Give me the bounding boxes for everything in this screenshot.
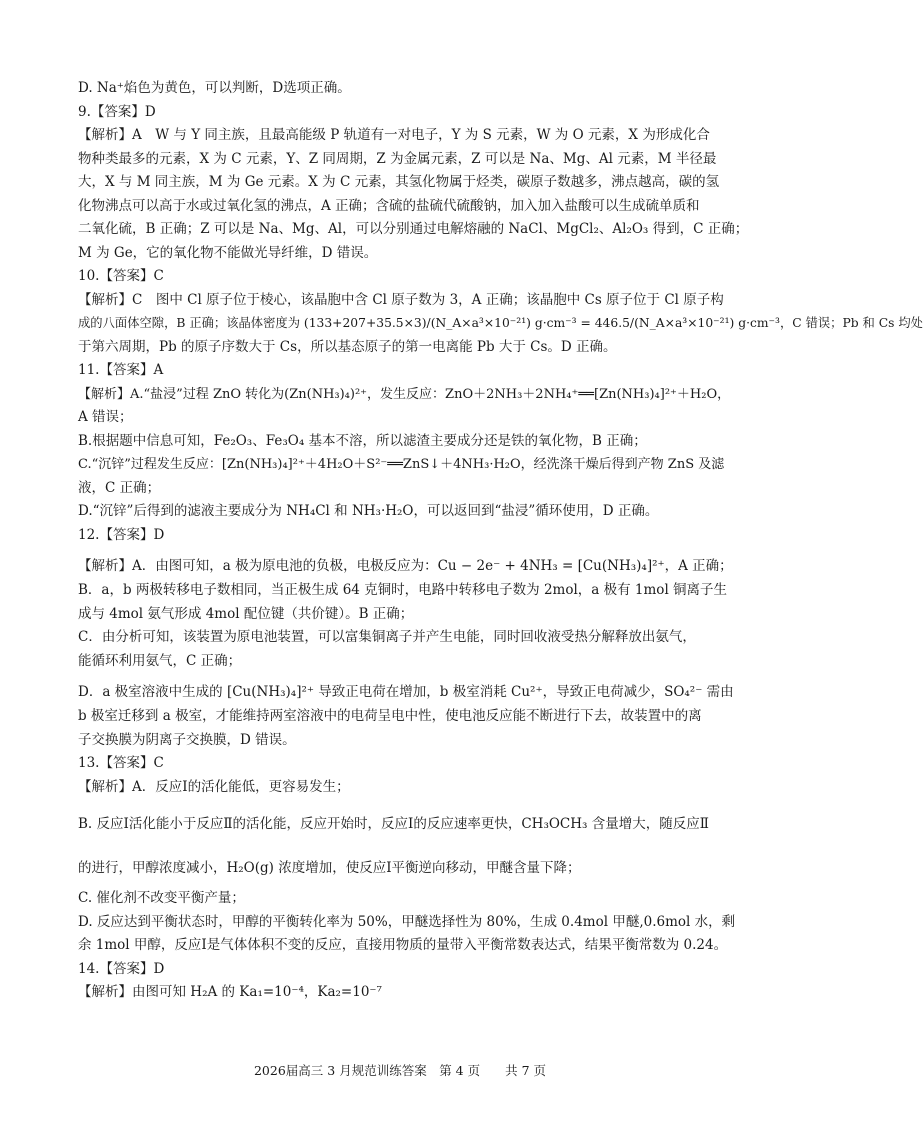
text-line: 物种类最多的元素，X 为 C 元素，Y、Z 同周期，Z 为金属元素，Z 可以是 Na、Mg、Al 元素，M 半径最 (78, 150, 717, 167)
density-formula-line: 成的八面体空隙，B 正确；该晶体密度为 (133+207+35.5×3)/(N_A×a³×10⁻²¹) g·cm⁻³ = 446.5/(N_A×a³×10⁻²¹) g·cm⁻³，C 错误；Pb 和 Cs 均处 (78, 316, 923, 330)
answer-heading-9: 9.【答案】D (78, 103, 156, 120)
text-line: C．由分析可知，该装置为原电池装置，可以富集铜离子并产生电能，同时回收液受热分解释放出氨气， (78, 629, 696, 645)
text-line: D．a 极室溶液中生成的 [Cu(NH₃)₄]²⁺ 导致正电荷在增加，b 极室消耗 Cu²⁺，导致正电荷减少，SO₄²⁻ 需由 (78, 684, 734, 700)
text-line: C.“沉锌”过程发生反应：[Zn(NH₃)₄]²⁺＋4H₂O＋S²⁻══ZnS↓＋4NH₃·H₂O，经洗涤干燥后得到产物 ZnS 及滤 (78, 457, 725, 472)
text-line: A 错误； (78, 409, 133, 425)
text-line: 【解析】A W 与 Y 同主族，且最高能级 P 轨道有一对电子，Y 为 S 元素，W 为 O 元素，X 为形成化合 (78, 127, 710, 143)
text-line: 能循环利用氨气，C 正确； (78, 652, 242, 669)
text-line: D. Na⁺焰色为黄色，可以判断，D选项正确。 (78, 80, 351, 96)
text-line: B. 反应Ⅰ活化能小于反应Ⅱ的活化能，反应开始时，反应Ⅰ的反应速率更快，CH₃OCH₃ 含量增大，随反应Ⅱ (78, 816, 709, 832)
text-line: B．a，b 两极转移电子数相同，当正极生成 64 克铜时，电路中转移电子数为 2mol，a 极有 1mol 铜离子生 (78, 582, 728, 598)
text-line: 成与 4mol 氨气形成 4mol 配位键（共价键）。B 正确； (78, 605, 414, 622)
text-line: D.“沉锌”后得到的滤液主要成分为 NH₄Cl 和 NH₃·H₂O，可以返回到“盐浸”循环使用，D 正确。 (78, 503, 659, 519)
electrode-reaction-line: 【解析】A．由图可知，a 极为原电池的负极，电极反应为：Cu − 2e⁻ + 4NH₃ = [Cu(NH₃)₄]²⁺，A 正确； (78, 558, 733, 574)
text-line: 于第六周期，Pb 的原子序数大于 Cs，所以基态原子的第一电离能 Pb 大于 Cs。D 正确。 (78, 338, 617, 355)
text-line: 二氧化硫，B 正确；Z 可以是 Na、Mg、Al，可以分别通过电解熔融的 NaCl、MgCl₂、Al₂O₃ 得到，C 正确； (78, 221, 749, 237)
text-line: 的进行，甲醇浓度减小，H₂O(g) 浓度增加，使反应Ⅰ平衡逆向移动，甲醚含量下降； (78, 860, 581, 876)
answer-heading-14: 14.【答案】D (78, 960, 165, 977)
text-line: B.根据题中信息可知，Fe₂O₃、Fe₃O₄ 基本不溶，所以滤渣主要成分还是铁的氧化物，B 正确； (78, 432, 647, 449)
text-line: 【解析】A.“盐浸”过程 ZnO 转化为(Zn(NH₃)₄)²⁺，发生反应：ZnO＋2NH₃＋2NH₄⁺══[Zn(NH₃)₄]²⁺＋H₂O， (78, 386, 731, 402)
text-line: C. 催化剂不改变平衡产量； (78, 890, 245, 906)
text-line: 大，X 与 M 同主族，M 为 Ge 元素。X 为 C 元素，其氢化物属于烃类，碳原子数越多，沸点越高，碳的氢 (78, 174, 720, 190)
answer-heading-10: 10.【答案】C (78, 268, 164, 284)
text-line: 【解析】A．反应Ⅰ的活化能低，更容易发生； (78, 778, 350, 795)
text-line: M 为 Ge，它的氧化物不能做光导纤维，D 错误。 (78, 244, 378, 261)
text-line: 【解析】C 图中 Cl 原子位于棱心，该晶胞中含 Cl 原子数为 3，A 正确；该晶胞中 Cs 原子位于 Cl 原子构 (78, 291, 724, 308)
answer-text-body (78, 80, 923, 1001)
answer-heading-13: 13.【答案】C (78, 755, 164, 771)
text-line: 余 1mol 甲醇，反应Ⅰ是气体体积不变的反应，直接用物质的量带入平衡常数表达式，结果平衡常数为 0.24。 (78, 937, 728, 953)
text-line: b 极室迁移到 a 极室，才能维持两室溶液中的电荷呈电中性，使电池反应能不断进行下去，故装置中的离 (78, 708, 702, 724)
page-footer: 2026届高三 3 月规范训练答案 第 4 页 共 7 页 (253, 1063, 546, 1078)
answer-heading-12: 12.【答案】D (78, 526, 165, 543)
text-line: 子交换膜为阴离子交换膜，D 错误。 (78, 731, 296, 748)
text-line: 化物沸点可以高于水或过氧化氢的沸点，A 正确；含硫的盐硫代硫酸钠，加入加入盐酸可以生成硫单质和 (78, 197, 700, 214)
text-line: 【解析】由图可知 H₂A 的 Ka₁=10⁻⁴，Ka₂=10⁻⁷ (78, 984, 382, 1000)
text-line: 液，C 正确； (78, 479, 161, 496)
text-line: D. 反应达到平衡状态时，甲醇的平衡转化率为 50%，甲醚选择性为 80%，生成 0.4mol 甲醚,0.6mol 水，剩 (78, 913, 736, 930)
answer-heading-11: 11.【答案】A (78, 362, 164, 378)
